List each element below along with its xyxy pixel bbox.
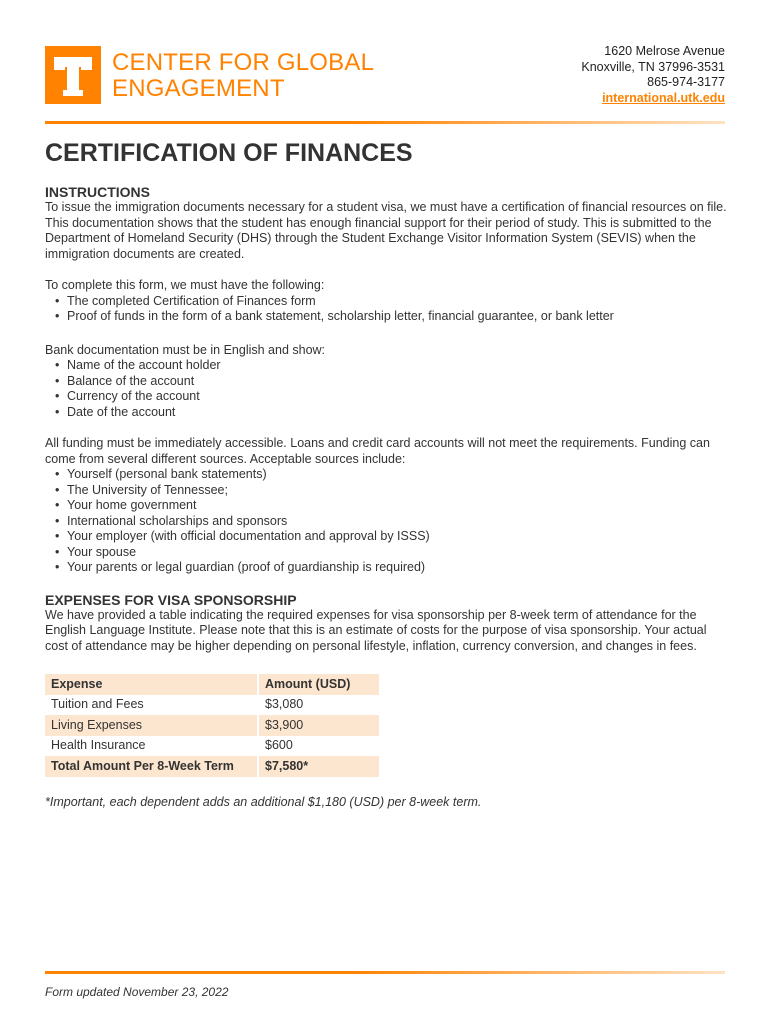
phone-number: 865-974-3177	[647, 75, 725, 89]
table-row	[45, 715, 379, 736]
table-cell: Health Insurance	[51, 738, 146, 752]
list-item: • Yourself (personal bank statements)	[45, 467, 730, 483]
table-cell: Tuition and Fees	[51, 697, 144, 711]
table-cell: $3,900	[258, 715, 379, 736]
address-line1: 1620 Melrose Avenue	[604, 44, 725, 58]
expenses-table	[45, 674, 379, 777]
list-item: • Name of the account holder	[45, 358, 730, 374]
complete-list	[45, 294, 730, 325]
list-item: • Your employer (with official documentation and approval by ISSS)	[45, 529, 730, 545]
bank-lead: Bank documentation must be in English and show:	[45, 342, 326, 357]
list-item: • Your spouse	[45, 545, 730, 561]
dependent-note: *Important, each dependent adds an additional $1,180 (USD) per 8-week term.	[45, 794, 482, 809]
list-item: • Your home government	[45, 498, 730, 514]
form-updated-date: Form updated November 23, 2022	[45, 985, 229, 999]
table-header-row	[45, 674, 379, 695]
table-row	[45, 736, 379, 757]
header-divider	[45, 121, 725, 124]
table-header-cell: Expense	[45, 674, 258, 695]
address-line2: Knoxville, TN 37996-3531	[581, 59, 725, 74]
funding-lead: All funding must be immediately accessible. Loans and credit card accounts will not meet the requirements. Funding can come from several different sources. Acceptable sources include:	[45, 436, 710, 466]
org-name-line2: ENGAGEMENT	[112, 75, 285, 102]
tennessee-t-logo-icon	[45, 46, 101, 104]
table-cell: $600	[258, 736, 379, 757]
table-row	[45, 695, 379, 716]
org-name-line1: CENTER FOR GLOBAL	[112, 49, 375, 76]
complete-lead: To complete this form, we must have the following:	[45, 278, 325, 292]
main-content	[45, 138, 730, 810]
expenses-heading: EXPENSES FOR VISA SPONSORSHIP	[45, 591, 297, 608]
list-item: • Your parents or legal guardian (proof of guardianship is required)	[45, 560, 730, 576]
list-item: • Date of the account	[45, 405, 730, 421]
list-item: • Balance of the account	[45, 374, 730, 390]
table-cell: Living Expenses	[45, 715, 258, 736]
table-cell: Total Amount Per 8-Week Term	[45, 756, 258, 777]
table-cell: $7,580*	[258, 756, 379, 777]
page-title: CERTIFICATION OF FINANCES	[45, 139, 413, 167]
table-total-row	[45, 756, 379, 777]
list-item: • The University of Tennessee;	[45, 483, 730, 499]
org-name	[112, 50, 374, 102]
list-item: • Currency of the account	[45, 389, 730, 405]
table-cell: $3,080	[258, 695, 379, 716]
funding-list	[45, 467, 730, 576]
expenses-text: We have provided a table indicating the required expenses for visa sponsorship per 8-week term of attendance for the English Language Institute. Please note that this is an estimate of costs for the purpose of visa sponsorship. Your actual cost of attendance may be higher depending on personal lifestyle, inflation, currency conversion, and changes in fees.	[45, 607, 707, 653]
instructions-intro: To issue the immigration documents necessary for a student visa, we must have a certification of financial resources on file. This documentation shows that the student has enough financial support for their period of study. This is submitted to the Department of Homeland Security (DHS) through the Student Exchange Visitor Information System (SEVIS) when the immigration documents are created.	[45, 200, 727, 261]
list-item: • International scholarships and sponsors	[45, 514, 730, 530]
list-item: • Proof of funds in the form of a bank statement, scholarship letter, financial guarantee, or bank letter	[45, 309, 730, 325]
table-header-cell: Amount (USD)	[258, 674, 379, 695]
list-item: • The completed Certification of Finances form	[45, 294, 730, 310]
instructions-heading: INSTRUCTIONS	[45, 184, 150, 200]
footer-divider	[45, 971, 725, 974]
bank-list	[45, 358, 730, 420]
contact-block	[581, 44, 725, 106]
website-link[interactable]: international.utk.edu	[602, 90, 725, 105]
